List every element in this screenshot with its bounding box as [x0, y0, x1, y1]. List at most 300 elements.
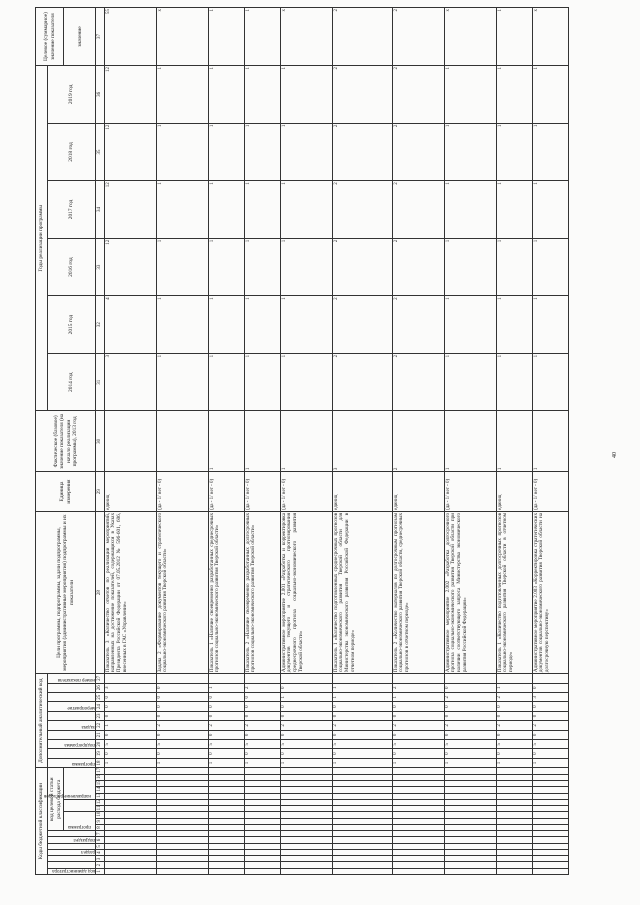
- table-row: [533, 8, 569, 875]
- analytic-digit-cell: 3: [105, 683, 157, 692]
- year-value: 1: [245, 296, 281, 354]
- column-number-cell: 2: [96, 862, 105, 868]
- budget-code-cell: [533, 781, 569, 787]
- budget-code-cell: [105, 856, 157, 862]
- analytic-digit-cell: 0: [533, 683, 569, 692]
- budget-code-cell: [445, 824, 497, 830]
- budget-code-cell: [333, 824, 393, 830]
- year-value: 2: [333, 181, 393, 239]
- budget-code-cell: [333, 806, 393, 812]
- analytic-digit-cell: 0: [533, 711, 569, 720]
- budget-code-cell: [245, 768, 281, 775]
- budget-code-cell: [445, 787, 497, 793]
- budget-code-cell: [209, 856, 245, 862]
- column-number-cell: 3: [96, 856, 105, 862]
- analytic-digit-cell: 0: [245, 693, 281, 702]
- year-value: 1: [209, 353, 245, 411]
- budget-code-cell: [209, 837, 245, 843]
- budget-code-cell: [209, 818, 245, 824]
- year-value: 1: [245, 353, 281, 411]
- goal-text: Показатель 2 «Наличие своевременно разработанных долгосрочных прогнозов социально-экономического развития Тверской области»: [245, 511, 281, 673]
- budget-code-cell: [245, 831, 281, 837]
- target-value: 1: [245, 8, 281, 66]
- budget-code-cell: [209, 843, 245, 849]
- budget-code-cell: [105, 774, 157, 780]
- header-task: задача: [81, 723, 95, 729]
- column-number-cell: 35: [96, 123, 105, 181]
- analytic-digit-cell: 0: [245, 711, 281, 720]
- budget-code-cell: [497, 799, 533, 805]
- unit-cell: (да - 1/ нет - 0): [245, 472, 281, 512]
- budget-code-cell: [497, 781, 533, 787]
- analytic-digit-cell: 2: [533, 721, 569, 730]
- budget-code-cell: [281, 837, 333, 843]
- budget-code-cell: [157, 774, 209, 780]
- column-number-cell: 8: [96, 824, 105, 830]
- analytic-digit-cell: 2: [245, 721, 281, 730]
- analytic-digit-cell: 0: [157, 702, 209, 711]
- budget-code-cell: [497, 806, 533, 812]
- year-value: 1: [281, 296, 333, 354]
- analytic-digit-cell: 2: [445, 721, 497, 730]
- year-value: 12: [105, 181, 157, 239]
- budget-code-cell: [281, 799, 333, 805]
- budget-code-cell: [245, 818, 281, 824]
- budget-code-cell: [281, 843, 333, 849]
- budget-code-cell: [281, 806, 333, 812]
- unit-cell: (да - 1/ нет - 0): [445, 472, 497, 512]
- header-subsection: подраздел: [73, 836, 95, 842]
- budget-code-cell: [497, 837, 533, 843]
- budget-code-cell: [245, 837, 281, 843]
- header-expense-direction: направление расходов: [43, 792, 91, 798]
- fact-value: 1: [533, 411, 569, 472]
- budget-code-cell: [105, 824, 157, 830]
- budget-code-cell: [445, 793, 497, 799]
- analytic-digit-cell: 0: [281, 730, 333, 739]
- year-value: 1: [281, 123, 333, 181]
- budget-code-cell: [393, 868, 445, 874]
- budget-code-cell: [533, 862, 569, 868]
- column-number-cell: 26: [96, 683, 105, 692]
- budget-code-cell: [281, 812, 333, 818]
- budget-code-cell: [497, 868, 533, 874]
- analytic-digit-cell: 5: [209, 740, 245, 749]
- analytic-digit-cell: 1: [497, 683, 533, 692]
- analytic-digit-cell: 1: [333, 693, 393, 702]
- fact-value: 1: [445, 411, 497, 472]
- table-row: [497, 8, 533, 875]
- header-year-2015: 2015 год: [48, 296, 96, 354]
- column-number-cell: 25: [96, 693, 105, 702]
- column-number-cell: 21: [96, 730, 105, 739]
- table-row: [157, 8, 209, 875]
- header-row-1: [36, 8, 48, 875]
- budget-code-cell: [333, 799, 393, 805]
- fact-value: 1: [281, 411, 333, 472]
- header-subprogram: подпрограмма: [63, 742, 95, 748]
- budget-code-cell: [105, 849, 157, 855]
- budget-code-cell: [333, 818, 393, 824]
- column-number-cell: 15: [96, 781, 105, 787]
- header-program-level: программа: [67, 824, 91, 830]
- analytic-digit-cell: 2: [245, 683, 281, 692]
- column-number-cell: 19: [96, 749, 105, 758]
- year-value: 1: [281, 66, 333, 124]
- year-value: 1: [533, 181, 569, 239]
- header-year-2019: 2019 год: [48, 66, 96, 124]
- budget-code-cell: [333, 793, 393, 799]
- analytic-digit-cell: [245, 674, 281, 683]
- year-value: 1: [245, 66, 281, 124]
- analytic-digit-cell: 0: [533, 702, 569, 711]
- analytic-digit-cell: 0: [393, 730, 445, 739]
- analytic-digit-cell: [333, 674, 393, 683]
- budget-code-cell: [333, 774, 393, 780]
- budget-code-cell: [245, 793, 281, 799]
- year-value: 2: [333, 353, 393, 411]
- budget-code-cell: [445, 862, 497, 868]
- budget-code-cell: [333, 787, 393, 793]
- header-year-2017: 2017 год: [48, 181, 96, 239]
- budget-code-cell: [393, 831, 445, 837]
- budget-code-cell: [533, 831, 569, 837]
- header-year-2014: 2014 год: [48, 353, 96, 411]
- year-value: 1: [157, 181, 209, 239]
- table-row: [393, 8, 445, 875]
- analytic-digit-cell: 0: [281, 749, 333, 758]
- target-value: 1: [497, 8, 533, 66]
- column-number-cell: 30: [96, 411, 105, 472]
- goal-text: Административное мероприятие 2.002 «Разработка долгосрочного прогноза социально-экономического развития Тверской области при наличии соответствующего запроса Министерства экономического развития Российской Федерации»: [445, 511, 497, 673]
- header-value: значение: [64, 8, 96, 66]
- analytic-digit-cell: 0: [209, 711, 245, 720]
- budget-code-cell: [497, 862, 533, 868]
- header-year-2018: 2018 год: [48, 123, 96, 181]
- analytic-digit-cell: 0: [209, 702, 245, 711]
- year-value: 12: [105, 238, 157, 296]
- year-value: 1: [533, 66, 569, 124]
- year-value: 4: [105, 296, 157, 354]
- page-number: 40: [612, 452, 618, 458]
- analytic-digit-cell: 0: [393, 749, 445, 758]
- analytic-digit-cell: 0: [157, 749, 209, 758]
- goal-text: Административное мероприятие 2.001 «Разработка и корректировка документов текущего и стратегического прогнозирования среднесрочного прогноза социально-экономического развития Тверской области»: [281, 511, 333, 673]
- table-row: [445, 8, 497, 875]
- budget-code-cell: [445, 768, 497, 775]
- year-value: 1: [445, 181, 497, 239]
- budget-code-cell: [245, 843, 281, 849]
- budget-code-cell: [533, 768, 569, 775]
- analytic-digit-cell: 5: [533, 740, 569, 749]
- budget-code-cell: [105, 862, 157, 868]
- budget-code-cell: [445, 856, 497, 862]
- target-value: х: [281, 8, 333, 66]
- budget-code-cell: [105, 781, 157, 787]
- budget-code-cell: [245, 787, 281, 793]
- budget-code-cell: [281, 824, 333, 830]
- year-value: 1: [445, 296, 497, 354]
- analytic-digit-cell: 0: [533, 749, 569, 758]
- analytic-digit-cell: 0: [245, 749, 281, 758]
- column-number-cell: 9: [96, 818, 105, 824]
- analytic-digit-cell: 0: [157, 730, 209, 739]
- year-value: 1: [245, 123, 281, 181]
- analytic-digit-cell: 0: [209, 693, 245, 702]
- budget-code-cell: [105, 812, 157, 818]
- analytic-digit-cell: 0: [281, 683, 333, 692]
- analytic-digit-cell: 0: [245, 730, 281, 739]
- analytic-digit-cell: 0: [333, 749, 393, 758]
- year-value: 2: [393, 238, 445, 296]
- analytic-digit-cell: 0: [497, 730, 533, 739]
- analytic-digit-cell: 2: [157, 721, 209, 730]
- budget-code-cell: [393, 812, 445, 818]
- budget-code-cell: [281, 774, 333, 780]
- budget-code-cell: [445, 818, 497, 824]
- year-value: 1: [157, 296, 209, 354]
- budget-code-cell: [333, 868, 393, 874]
- budget-code-cell: [157, 862, 209, 868]
- year-value: 2: [393, 181, 445, 239]
- budget-code-cell: [497, 774, 533, 780]
- budget-code-cell: [157, 868, 209, 874]
- year-value: 1: [445, 66, 497, 124]
- goal-text: Показатель 1 «Наличие своевременно разработанных среднесрочных прогнозов социально-экономического развития Тверской области»: [209, 511, 245, 673]
- column-number-cell: 36: [96, 66, 105, 124]
- budget-code-cell: [393, 818, 445, 824]
- analytic-digit-cell: 0: [445, 749, 497, 758]
- fact-value: 1: [209, 411, 245, 472]
- analytic-digit-cell: 1: [281, 758, 333, 767]
- budget-code-cell: [533, 793, 569, 799]
- year-value: 1: [445, 238, 497, 296]
- header-budget-codes: Коды бюджетной классификации: [36, 768, 48, 875]
- analytic-digit-cell: 2: [281, 721, 333, 730]
- header-unit: Единица измерения: [36, 472, 96, 512]
- analytic-digit-cell: 0: [157, 683, 209, 692]
- header-year-2016: 2016 год: [48, 238, 96, 296]
- budget-code-cell: [445, 843, 497, 849]
- budget-code-cell: [333, 856, 393, 862]
- analytic-digit-cell: 0: [333, 702, 393, 711]
- year-value: 1: [157, 123, 209, 181]
- year-value: 1: [497, 238, 533, 296]
- column-number-cell: 16: [96, 774, 105, 780]
- budget-code-cell: [281, 768, 333, 775]
- goal-text: Задача 2 «Формирование документов текущего и стратегического социально-экономического развития Тверской области»: [157, 511, 209, 673]
- analytic-digit-cell: [157, 674, 209, 683]
- budget-code-cell: [105, 787, 157, 793]
- analytic-digit-cell: 2: [497, 721, 533, 730]
- budget-code-cell: [393, 787, 445, 793]
- budget-code-cell: [445, 812, 497, 818]
- budget-code-cell: [245, 799, 281, 805]
- budget-code-cell: [245, 774, 281, 780]
- budget-code-cell: [281, 868, 333, 874]
- analytic-digit-cell: 0: [281, 702, 333, 711]
- year-value: 2: [393, 123, 445, 181]
- header-program: программа: [71, 761, 95, 767]
- budget-code-cell: [245, 862, 281, 868]
- target-value: 2: [393, 8, 445, 66]
- budget-code-cell: [105, 799, 157, 805]
- budget-code-cell: [393, 824, 445, 830]
- analytic-digit-cell: [533, 674, 569, 683]
- budget-code-cell: [105, 793, 157, 799]
- table-row: [333, 8, 393, 875]
- budget-code-cell: [209, 831, 245, 837]
- target-value: х: [533, 8, 569, 66]
- column-number-cell: 29: [96, 472, 105, 512]
- unit-cell: единиц: [105, 472, 157, 512]
- budget-code-cell: [393, 799, 445, 805]
- budget-code-cell: [497, 768, 533, 775]
- analytic-digit-cell: 1: [333, 683, 393, 692]
- analytic-digit-cell: 0: [209, 730, 245, 739]
- year-value: 1: [497, 66, 533, 124]
- budget-code-cell: [445, 781, 497, 787]
- year-value: 1: [497, 296, 533, 354]
- column-number-row: [96, 8, 105, 875]
- goal-text: Показатель 2 «Количество материалов по долгосрочным прогнозам социально-экономического развития Тверской области, среднесрочных прогнозов в отчетном периоде»: [393, 511, 445, 673]
- budget-code-cell: [157, 781, 209, 787]
- target-value: х: [445, 8, 497, 66]
- year-value: 1: [533, 296, 569, 354]
- budget-code-cell: [533, 849, 569, 855]
- analytic-digit-cell: 5: [245, 740, 281, 749]
- table-body: [105, 8, 569, 875]
- budget-code-cell: [281, 831, 333, 837]
- year-value: 1: [281, 181, 333, 239]
- analytic-digit-cell: 2: [445, 693, 497, 702]
- column-number-cell: 10: [96, 812, 105, 818]
- column-number-cell: 28: [96, 511, 105, 673]
- column-number-cell: 20: [96, 740, 105, 749]
- analytic-digit-cell: 0: [105, 730, 157, 739]
- budget-code-cell: [157, 837, 209, 843]
- budget-code-cell: [245, 781, 281, 787]
- budget-code-cell: [245, 856, 281, 862]
- budget-code-cell: [281, 856, 333, 862]
- budget-code-cell: [497, 849, 533, 855]
- year-value: 1: [533, 353, 569, 411]
- unit-cell: (да - 1/ нет - 0): [157, 472, 209, 512]
- column-number-cell: 4: [96, 849, 105, 855]
- analytic-digit-cell: 1: [105, 721, 157, 730]
- analytic-digit-cell: [209, 674, 245, 683]
- budget-code-cell: [393, 837, 445, 843]
- analytic-digit-cell: [281, 674, 333, 683]
- budget-code-cell: [445, 849, 497, 855]
- budget-code-cell: [497, 812, 533, 818]
- budget-code-cell: [497, 824, 533, 830]
- year-value: 1: [245, 181, 281, 239]
- budget-code-cell: [533, 799, 569, 805]
- table-row: [105, 8, 157, 875]
- column-number-cell: 1: [96, 868, 105, 874]
- header-target: Целевое (суммарное) значение показателя: [36, 8, 64, 66]
- budget-code-cell: [533, 837, 569, 843]
- analytic-digit-cell: 0: [445, 683, 497, 692]
- year-value: 1: [209, 123, 245, 181]
- budget-code-cell: [209, 812, 245, 818]
- budget-code-cell: [393, 793, 445, 799]
- analytic-digit-cell: 5: [105, 740, 157, 749]
- column-number-cell: 37: [96, 8, 105, 66]
- budget-code-cell: [533, 787, 569, 793]
- analytic-digit-cell: 0: [445, 730, 497, 739]
- budget-code-cell: [209, 849, 245, 855]
- budget-code-cell: [157, 812, 209, 818]
- budget-code-cell: [393, 806, 445, 812]
- header-goals: Цели программы, подпрограммы, задачи подпрограммы, мероприятия (административные мероприятия) подпрограммы и их показатели: [36, 511, 96, 673]
- year-value: 12: [105, 123, 157, 181]
- budget-code-cell: [497, 856, 533, 862]
- analytic-digit-cell: 5: [333, 740, 393, 749]
- budget-code-cell: [445, 806, 497, 812]
- budget-code-cell: [157, 793, 209, 799]
- budget-code-cell: [209, 868, 245, 874]
- budget-code-cell: [157, 849, 209, 855]
- column-number-cell: 24: [96, 702, 105, 711]
- analytic-digit-cell: 0: [245, 702, 281, 711]
- budget-code-cell: [393, 856, 445, 862]
- budget-code-cell: [445, 799, 497, 805]
- budget-code-cell: [209, 768, 245, 775]
- budget-code-cell: [157, 806, 209, 812]
- budget-code-cell: [281, 849, 333, 855]
- budget-code-cell: [209, 793, 245, 799]
- budget-code-cell: [281, 818, 333, 824]
- analytic-digit-cell: 5: [281, 740, 333, 749]
- analytic-digit-cell: 0: [393, 711, 445, 720]
- fact-value: 3: [333, 411, 393, 472]
- budget-code-cell: [497, 818, 533, 824]
- header-indicator-number: номер показателя: [57, 676, 95, 682]
- budget-code-cell: [157, 843, 209, 849]
- budget-code-cell: [333, 862, 393, 868]
- budget-code-cell: [209, 774, 245, 780]
- analytic-digit-cell: 1: [393, 693, 445, 702]
- analytic-digit-cell: 0: [497, 749, 533, 758]
- table-row: [281, 8, 333, 875]
- target-value: 55: [105, 8, 157, 66]
- budget-code-cell: [157, 768, 209, 775]
- fact-value: 1: [245, 411, 281, 472]
- analytic-digit-cell: 0: [497, 702, 533, 711]
- budget-code-cell: [497, 843, 533, 849]
- budget-code-cell: [333, 812, 393, 818]
- year-value: 1: [209, 238, 245, 296]
- budget-code-cell: [533, 843, 569, 849]
- budget-code-cell: [245, 806, 281, 812]
- goal-text: Показатель 1 «Количество подготовленных долгосрочных прогнозов социально-экономического развития Тверской области в отчетном периоде»: [497, 511, 533, 673]
- column-number-cell: 11: [96, 806, 105, 812]
- analytic-digit-cell: 1: [209, 683, 245, 692]
- budget-code-cell: [209, 781, 245, 787]
- year-value: 1: [533, 123, 569, 181]
- analytic-digit-cell: 2: [393, 721, 445, 730]
- budget-code-cell: [281, 862, 333, 868]
- analytic-digit-cell: 0: [533, 730, 569, 739]
- budget-code-cell: [209, 862, 245, 868]
- analytic-digit-cell: 5: [497, 740, 533, 749]
- column-number-cell: 33: [96, 238, 105, 296]
- target-value: 1: [209, 8, 245, 66]
- header-measure: мероприятие: [66, 704, 95, 710]
- budget-code-cell: [245, 849, 281, 855]
